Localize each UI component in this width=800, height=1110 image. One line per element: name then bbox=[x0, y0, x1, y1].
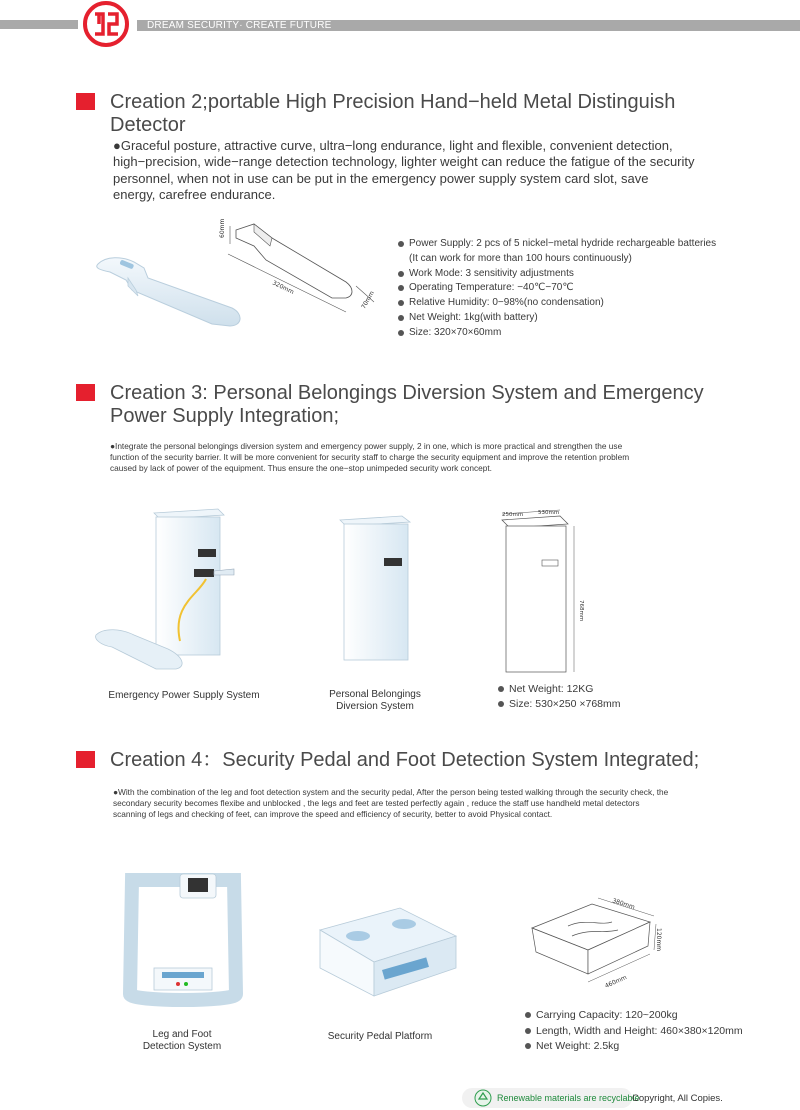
spec-item: Net Weight: 2.5kg bbox=[525, 1039, 743, 1055]
spec-item: (It can work for more than 100 hours continuously) bbox=[409, 252, 632, 264]
spec-item: Net Weight: 1kg(with battery) bbox=[398, 311, 716, 326]
spec-item: Power Supply: 2 pcs of 5 nickel−metal hydride rechargeable batteries bbox=[398, 237, 716, 252]
caption-leg-line2: Detection System bbox=[142, 1041, 222, 1052]
section4-marker bbox=[76, 751, 95, 768]
section3-marker bbox=[76, 384, 95, 401]
spec-item: Carrying Capacity: 120~200kg bbox=[525, 1008, 743, 1024]
pedal-dimension-drawing bbox=[526, 888, 666, 994]
section2-desc-line1: ●Graceful posture, attractive curve, ultra−long endurance, light and flexible, convenient detection, bbox=[113, 138, 673, 153]
dim-width-label: 70mm bbox=[360, 289, 376, 311]
spec-item: Size: 320×70×60mm bbox=[398, 326, 716, 341]
section3-spec-list bbox=[498, 682, 621, 712]
section2-spec-list bbox=[398, 237, 716, 341]
emergency-power-supply-image bbox=[94, 505, 244, 675]
handheld-dimension-drawing bbox=[214, 216, 386, 316]
dim-height-label: 768mm bbox=[578, 600, 584, 622]
caption-diversion-line1: Personal Belongings bbox=[329, 689, 421, 700]
section3-desc-line1: ●Integrate the personal belongings diversion system and emergency power supply, 2 in one, which is more practical and strengthen the use bbox=[110, 441, 623, 451]
brand-logo bbox=[81, 0, 131, 48]
spec-item: Length, Width and Height: 460×380×120mm bbox=[525, 1024, 743, 1040]
spec-item: Size: 530×250 ×768mm bbox=[498, 697, 621, 712]
section4-desc-line1: ●With the combination of the leg and foot detection system and the security pedal, After the person being tested walking through the security check, the bbox=[113, 787, 669, 797]
footer-recycle-text: Renewable materials are recyclable bbox=[497, 1093, 640, 1103]
section3-desc-line3: caused by lack of power of the equipment. Thus ensure the one−stop unimpeded security work concept. bbox=[110, 463, 492, 473]
section2-marker bbox=[76, 93, 95, 110]
caption-pedal: Security Pedal Platform bbox=[327, 1031, 433, 1042]
spec-item: Net Weight: 12KG bbox=[498, 682, 621, 697]
spec-item: Operating Temperature: −40℃−70℃ bbox=[398, 281, 716, 296]
header-tagline: DREAM SECURITY· CREATE FUTURE bbox=[147, 20, 332, 31]
dim-length-label: 320mm bbox=[271, 279, 296, 296]
dim-depth-label: 250mm bbox=[502, 512, 524, 518]
caption-emergency-power: Emergency Power Supply System bbox=[108, 690, 260, 701]
dim-height-label: 120mm bbox=[655, 928, 662, 952]
dim-height-label: 60mm bbox=[219, 218, 226, 238]
diversion-dimension-drawing bbox=[496, 506, 596, 676]
section2-desc-line2: high−precision, wide−range detection technology, lighter weight can reduce the fatigue of the security bbox=[113, 154, 695, 169]
section4-spec-list bbox=[525, 1008, 743, 1055]
recycle-icon bbox=[474, 1089, 492, 1107]
section3-desc-line2: function of the security barrier. It will be more convenient for security staff to charge the security equipment and improve the retention problem bbox=[110, 452, 630, 462]
section3-title-line1: Creation 3: Personal Belongings Diversion System and Emergency bbox=[110, 382, 704, 404]
personal-belongings-diversion-image bbox=[336, 512, 416, 664]
dim-length-label: 460mm bbox=[603, 974, 628, 990]
security-pedal-image bbox=[310, 902, 460, 1002]
section3-title-line2: Power Supply Integration; bbox=[110, 405, 340, 427]
dim-depth-label: 380mm bbox=[611, 897, 636, 912]
leg-foot-detection-image bbox=[122, 870, 244, 1010]
footer-copyright: Copyright, All Copies. bbox=[632, 1093, 723, 1104]
section2-title-line2: Detector bbox=[110, 114, 186, 136]
section2-title-line1: Creation 2;portable High Precision Hand−held Metal Distinguish bbox=[110, 91, 676, 113]
section4-desc-line3: scanning of legs and checking of feet, can improve the speed and efficiency of security, better to avoid Physical contact. bbox=[113, 809, 553, 819]
header-bar-left bbox=[0, 20, 78, 29]
caption-diversion-line2: Diversion System bbox=[336, 701, 414, 712]
section4-desc-line2: secondary security becomes flexibe and unblocked , the legs and feet are tested perfectly again , reduce the staff use handheld metal detectors bbox=[113, 798, 640, 808]
dim-width-label: 530mm bbox=[538, 510, 560, 516]
section2-desc-line4: energy, carefree endurance. bbox=[113, 187, 276, 202]
section2-desc-line3: personnel, when not in use can be put in the emergency power supply system card slot, save bbox=[113, 171, 649, 186]
section4-title: Creation 4：Security Pedal and Foot Detection System Integrated; bbox=[110, 749, 700, 771]
caption-leg-line1: Leg and Foot bbox=[152, 1029, 212, 1040]
spec-item: Relative Humidity: 0−98%(no condensation) bbox=[398, 296, 716, 311]
spec-item: Work Mode: 3 sensitivity adjustments bbox=[398, 267, 716, 282]
